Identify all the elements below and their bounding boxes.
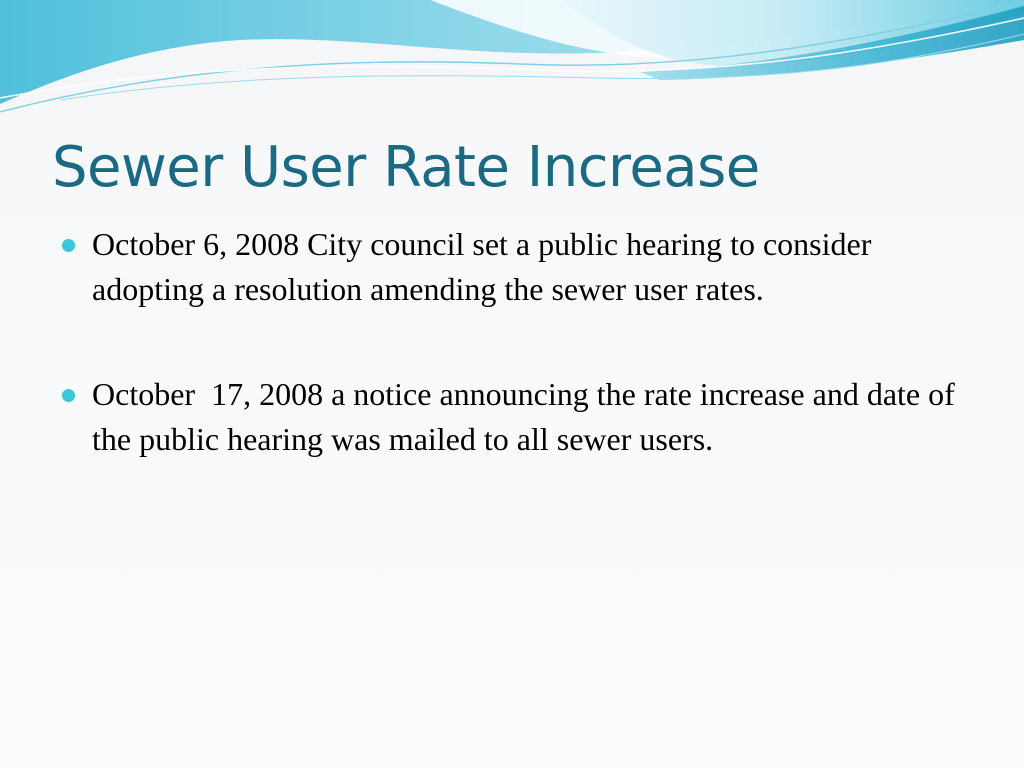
bullet-list [60,222,963,462]
bullet-text: October 6, 2008 City council set a public hearing to consider adopting a resolution amending the sewer user rates. [92,226,880,307]
list-item [60,372,963,462]
bullet-icon [62,389,75,402]
bullet-icon [62,239,75,252]
bullet-text: October 17, 2008 a notice announcing the rate increase and date of the public hearing was mailed to all sewer users. [92,376,963,457]
list-item [60,222,960,312]
slide-title: Sewer User Rate Increase [52,135,760,200]
wave-decoration [0,0,1024,130]
